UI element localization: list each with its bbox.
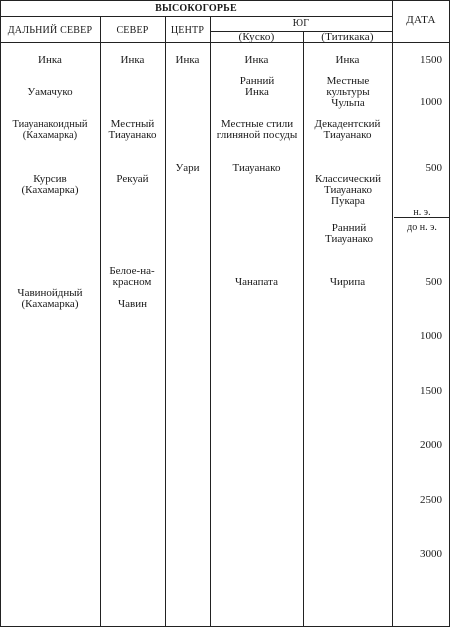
titicaca-decadent-tiahuanaco: Декадентский Тиауанако (314, 118, 381, 141)
north-recuay: Рекуай (116, 173, 149, 185)
north-local-tiahuanaco: Местный Тиауанако (108, 118, 157, 141)
center-inca: Инка (175, 54, 200, 66)
date-1500-ad: 1500 (420, 54, 442, 66)
date-500-bc: 500 (425, 276, 442, 288)
cusco-chanapata: Чанапата (235, 276, 278, 288)
col-divider-3 (210, 16, 211, 627)
cusco-early-inca: Ранний Инка (239, 75, 275, 98)
date-1000-ad: 1000 (420, 96, 442, 108)
titicaca-header: (Титикака) (321, 31, 374, 43)
highlands-rule (0, 16, 392, 17)
titicaca-early-tiahuanaco: Ранний Тиауанако (325, 222, 373, 245)
far-north-cursive: Курсив (Кахамарка) (21, 173, 79, 196)
date-1500-bc: 1500 (420, 385, 442, 397)
cusco-local-pottery: Местные стили глиняной посуды (216, 118, 298, 141)
far-north-inca: Инка (38, 54, 62, 66)
date-header: ДАТА (406, 14, 436, 26)
cusco-tiahuanaco: Тиауанако (232, 162, 281, 174)
cusco-header: (Куско) (238, 31, 275, 43)
titicaca-chullpa: Местные культуры Чульпа (326, 75, 370, 109)
cusco-inca: Инка (244, 54, 269, 66)
north-white-on-red: Белое-на-красном (109, 265, 155, 288)
center-header: ЦЕНТР (170, 25, 205, 36)
titicaca-chiripa: Чирипа (329, 276, 366, 288)
titicaca-classic-tiahuanaco: Классический Тиауанако Пукара (314, 173, 382, 207)
era-ad-label: н. э. (413, 207, 431, 218)
north-chavin: Чавин (118, 298, 147, 310)
far-north-header: ДАЛЬНИЙ СЕВЕР (7, 25, 93, 36)
date-2000-bc: 2000 (420, 439, 442, 451)
center-wari: Уари (175, 162, 200, 174)
titicaca-inca: Инка (335, 54, 360, 66)
col-divider-1 (100, 16, 101, 627)
date-1000-bc: 1000 (420, 330, 442, 342)
south-header: ЮГ (292, 18, 310, 29)
far-north-chavinoid: Чавинойдный (Кахамарка) (17, 287, 83, 310)
far-north-tiahuanacoid: Тиауанакоидный (Кахамарка) (12, 119, 88, 141)
table-top-border (0, 0, 450, 1)
col-divider-date (392, 0, 393, 627)
north-header: СЕВЕР (116, 25, 149, 36)
date-500-ad: 500 (425, 162, 442, 174)
far-north-huamachuco: Уамачуко (27, 86, 73, 98)
highlands-header: ВЫСОКОГОРЬЕ (155, 3, 237, 14)
era-bc-label: до н. э. (407, 222, 437, 233)
date-3000-bc: 3000 (420, 548, 442, 560)
col-divider-2 (165, 16, 166, 627)
date-2500-bc: 2500 (420, 494, 442, 506)
north-inca: Инка (120, 54, 145, 66)
